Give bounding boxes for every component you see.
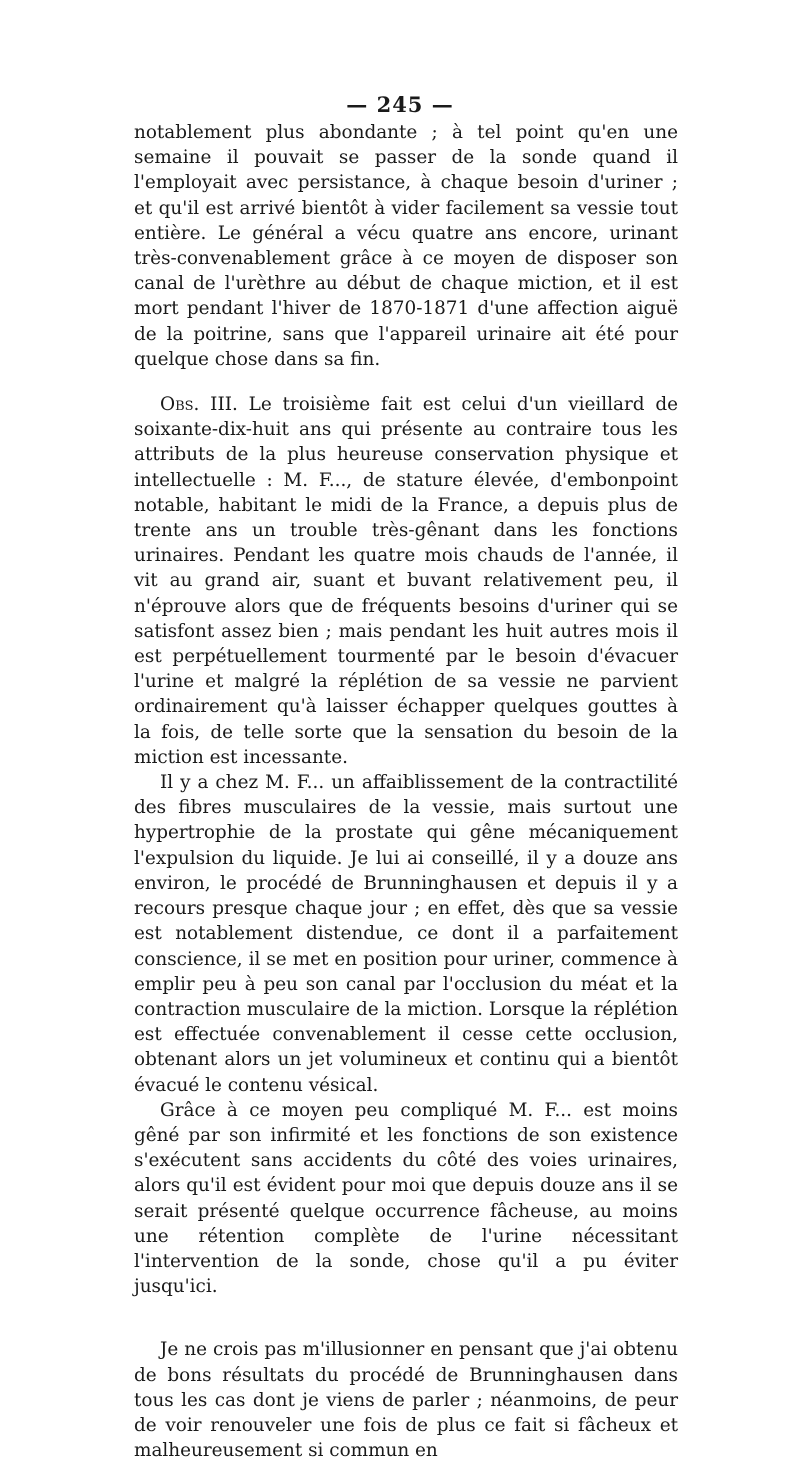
page-number: — 245 — [346,92,454,117]
observation-label: Obs. III. [160,394,238,416]
paragraph-gap [134,1299,678,1337]
observation-text: Le troisième fait est celui d'un vieillard de soixante-dix-huit ans qui présente au contraire tous les attributs de la plus heureuse conservation physique et intellectuelle : M. F..., de stature élevée, d'embonpoint notable, habitant le midi de la France, a depuis plus de trente ans un trouble très-gênant dans les fonctions urinaires. Pendant les quatre mois chauds de l'année, il vit au grand air, suant et buvant relativement peu, il n'éprouve alors que de fréquents besoins d'uriner qui se satisfont assez bien ; mais pendant les huit autres mois il est perpétuellement tourmenté par le besoin d'évacuer l'urine et malgré la réplétion de sa vessie ne parvient ordinairement qu'à laisser échapper quelques gouttes à la fois, de telle sorte que la sensation du besoin de la miction est incessante. [134,394,678,768]
paragraph-continuation: notablement plus abondante ; à tel point qu'en une semaine il pouvait se passer de la sonde quand il l'employait avec persistance, à chaque besoin d'uriner ; et qu'il est arrivé bientôt à vider facilement sa vessie tout entière. Le général a vécu quatre ans encore, urinant très-convenablement grâce à ce moyen de disposer son canal de l'urèthre au début de chaque miction, et il est mort pendant l'hiver de 1870-1871 d'une affection aiguë de la poitrine, sans que l'appareil urinaire ait été pour quelque chose dans sa fin. [134,122,678,370]
paragraph-grace: Grâce à ce moyen peu compliqué M. F... est moins gêné par son infirmité et les fonctions de son existence s'exécutent sans accidents du côté des voies urinaires, alors qu'il est évident pour moi que depuis douze ans il se serait présenté quelque occurrence fâcheuse, au moins une rétention complète de l'urine nécessitant l'intervention de la sonde, chose qu'il a pu éviter jusqu'ici. [134,1099,678,1298]
paragraph-gap [134,372,678,392]
paragraph-conclusion: Je ne crois pas m'illusionner en pensant que j'ai obtenu de bons résultats du procédé de Brunninghausen dans tous les cas dont je viens de parler ; néanmoins, de peur de voir renouveler une fois de plus ce fait si fâcheux et malheureusement si commun en [134,1339,678,1462]
paragraph-hypertrophy: Il y a chez M. F... un affaiblissement de la contractilité des fibres musculaires de la vessie, mais surtout une hypertrophie de la prostate qui gêne mécaniquement l'expulsion du liquide. Je lui ai conseillé, il y a douze ans environ, le procédé de Brunninghausen et depuis il y a recours presque chaque jour ; en effet, dès que sa vessie est notablement distendue, ce dont il a parfaitement conscience, il se met en position pour uriner, commence à emplir peu à peu son canal par l'occlusion du méat et la contraction musculaire de la miction. Lorsque la réplétion est effectuée convenablement il cesse cette occlusion, obtenant alors un jet volumineux et continu qui a bientôt évacué le contenu vésical. [134,772,678,1096]
paragraph-observation-three [134,392,678,770]
